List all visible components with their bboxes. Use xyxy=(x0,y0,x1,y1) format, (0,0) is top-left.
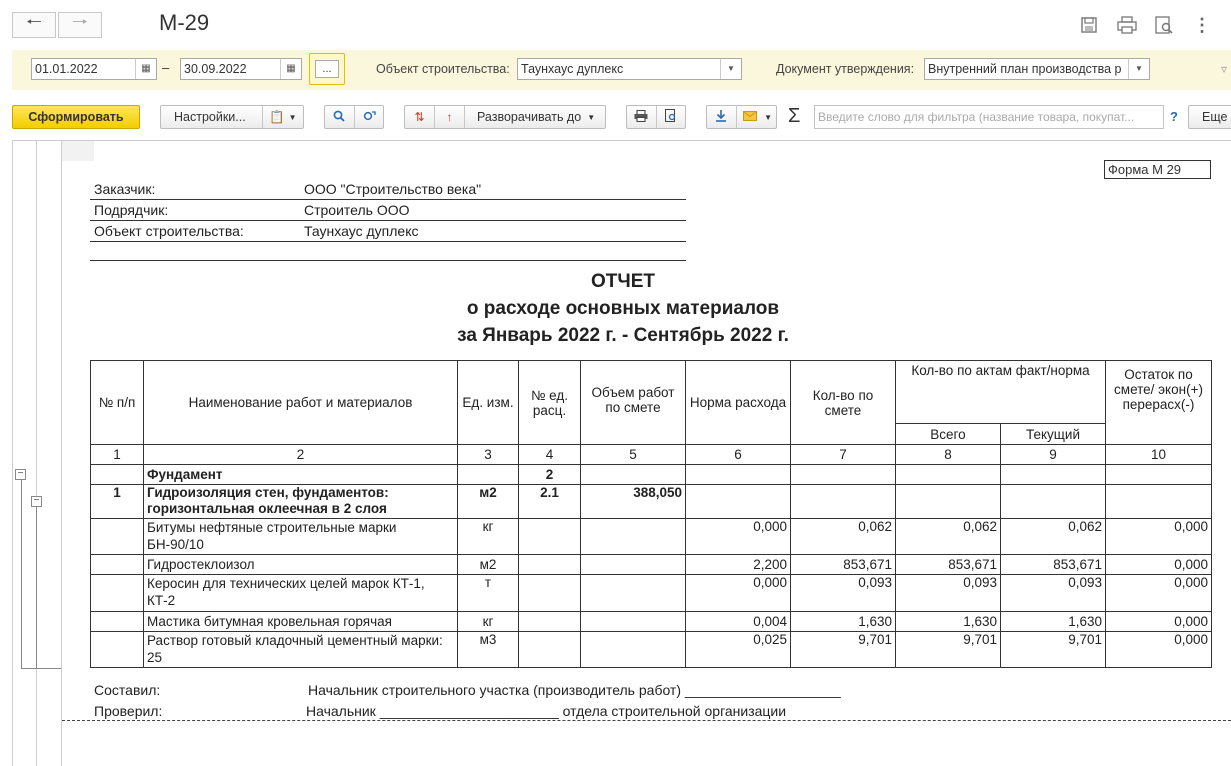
material-unit: кг xyxy=(458,519,519,555)
divider xyxy=(90,220,686,221)
material-rest: 0,000 xyxy=(1106,632,1212,668)
col-number: 6 xyxy=(686,445,791,465)
work-calc: 2.1 xyxy=(519,485,581,519)
more-vertical-icon[interactable]: ⋮ xyxy=(1193,14,1211,35)
report-period: за Январь 2022 г. - Сентябрь 2022 г. xyxy=(457,325,789,346)
header-name: Наименование работ и материалов xyxy=(144,361,458,445)
column-numbers-row xyxy=(91,445,1212,465)
object-label: Объект строительства: xyxy=(376,62,510,76)
variants-icon[interactable]: 📋 xyxy=(269,109,285,124)
group-margin-line xyxy=(36,141,37,766)
header-current: Текущий xyxy=(1001,424,1106,445)
arrow-right-icon: 🠒 xyxy=(72,12,88,32)
header-num: № п/п xyxy=(91,361,144,445)
form-label: Форма М 29 xyxy=(1104,160,1211,179)
report-title: ОТЧЕТ xyxy=(590,271,655,292)
export-group xyxy=(706,105,777,129)
table-row xyxy=(91,555,1212,575)
material-rest: 0,000 xyxy=(1106,612,1212,632)
material-unit: кг xyxy=(458,612,519,632)
work-num: 1 xyxy=(91,485,144,519)
material-name: Гидростеклоизол xyxy=(144,555,458,575)
print-icon[interactable] xyxy=(1116,14,1138,36)
material-norm: 0,025 xyxy=(686,632,791,668)
header-rest: Остаток по смете/ экон(+) перерасх(-) xyxy=(1106,361,1212,445)
col-number: 9 xyxy=(1001,445,1106,465)
material-norm: 0,000 xyxy=(686,575,791,612)
compiled-label: Составил: xyxy=(94,682,161,698)
print-group xyxy=(626,105,686,129)
material-unit: м3 xyxy=(458,632,519,668)
material-current: 1,630 xyxy=(1001,612,1106,632)
object-label: Объект строительства: xyxy=(94,223,244,239)
download-icon[interactable] xyxy=(707,110,736,125)
col-number: 8 xyxy=(896,445,1001,465)
report-subtitle: о расходе основных материалов xyxy=(466,298,780,319)
date-from-field[interactable]: 01.01.2022 ▦ xyxy=(31,58,157,80)
group-margin-line xyxy=(61,141,62,766)
filter-icon[interactable]: ▿ xyxy=(1221,62,1228,76)
chevron-down-icon: ▼ xyxy=(288,112,297,122)
material-unit: т xyxy=(458,575,519,612)
preview-icon[interactable] xyxy=(657,109,686,125)
collapse-group-icon[interactable]: − xyxy=(15,469,26,480)
expand-all-icon[interactable]: ↑ xyxy=(446,110,453,124)
object-select[interactable]: Таунхаус дуплекс ▼ xyxy=(517,58,742,80)
material-name: Раствор готовый кладочный цементный марки: 25 xyxy=(144,632,458,668)
material-norm: 2,200 xyxy=(686,555,791,575)
materials-table xyxy=(90,360,1212,668)
material-current: 0,093 xyxy=(1001,575,1106,612)
table-row xyxy=(91,612,1212,632)
work-row xyxy=(91,485,1212,519)
material-name: Мастика битумная кровельная горячая xyxy=(144,612,458,632)
table-row xyxy=(91,632,1212,668)
material-current: 0,062 xyxy=(1001,519,1106,555)
material-name: Битумы нефтяные строительные марки БН-90/10 xyxy=(144,519,458,555)
header-qty-est: Кол-во по смете xyxy=(791,361,896,445)
sum-icon[interactable]: Σ xyxy=(788,105,801,127)
work-volume: 388,050 xyxy=(581,485,686,519)
contractor-value: Строитель ООО xyxy=(304,202,410,218)
approval-label: Документ утверждения: xyxy=(776,62,915,76)
material-rest: 0,000 xyxy=(1106,519,1212,555)
material-rest: 0,000 xyxy=(1106,575,1212,612)
filter-input[interactable]: Введите слово для фильтра (название товара, покупат... xyxy=(814,105,1164,129)
header-unit: Ед. изм. xyxy=(458,361,519,445)
col-number: 5 xyxy=(581,445,686,465)
material-norm: 0,000 xyxy=(686,519,791,555)
chevron-down-icon: ▼ xyxy=(587,112,596,122)
material-total: 0,062 xyxy=(896,519,1001,555)
work-name: Гидроизоляция стен, фундаментов: горизонтальная оклеечная в 2 слоя xyxy=(144,485,458,519)
forward-button[interactable] xyxy=(58,12,102,38)
material-norm: 0,004 xyxy=(686,612,791,632)
header-total: Всего xyxy=(896,424,1001,445)
print-icon[interactable] xyxy=(627,110,656,125)
mail-icon[interactable] xyxy=(737,110,765,124)
material-unit: м2 xyxy=(458,555,519,575)
group-line xyxy=(36,507,37,669)
divider xyxy=(90,199,686,200)
contractor-label: Подрядчик: xyxy=(94,202,169,218)
search-next-icon[interactable] xyxy=(355,110,384,125)
material-qty: 853,671 xyxy=(791,555,896,575)
chevron-down-icon[interactable]: ▼ xyxy=(720,59,741,79)
section-row xyxy=(91,465,1212,485)
date-to-field[interactable]: 30.09.2022 ▦ xyxy=(180,58,302,80)
material-total: 9,701 xyxy=(896,632,1001,668)
collapse-all-icon[interactable]: ⇅ xyxy=(414,110,425,124)
calendar-icon[interactable]: ▦ xyxy=(135,59,156,79)
chevron-down-icon[interactable]: ▼ xyxy=(1128,59,1149,79)
header-norm: Норма расхода xyxy=(686,361,791,445)
col-number: 2 xyxy=(144,445,458,465)
compiled-text: Начальник строительного участка (производитель работ) ____________________ xyxy=(308,682,841,698)
material-qty: 0,093 xyxy=(791,575,896,612)
col-number: 7 xyxy=(791,445,896,465)
group-line xyxy=(21,480,22,669)
grouping-group xyxy=(404,105,606,129)
material-total: 0,093 xyxy=(896,575,1001,612)
material-total: 853,671 xyxy=(896,555,1001,575)
checked-label: Проверил: xyxy=(94,703,163,719)
header-acts: Кол-во по актам факт/норма xyxy=(896,361,1106,424)
approval-select[interactable]: Внутренний план производства р ▼ xyxy=(924,58,1150,80)
material-qty: 1,630 xyxy=(791,612,896,632)
col-number: 1 xyxy=(91,445,144,465)
col-number: 10 xyxy=(1106,445,1212,465)
save-icon[interactable] xyxy=(1078,14,1100,36)
page-title: М-29 xyxy=(159,10,210,35)
chevron-down-icon: ▼ xyxy=(764,112,772,122)
table-row xyxy=(91,519,1212,555)
material-qty: 9,701 xyxy=(791,632,896,668)
arrow-left-icon: 🠐 xyxy=(26,12,42,32)
header-volume: Объем работ по смете xyxy=(581,361,686,445)
section-calc: 2 xyxy=(519,465,581,485)
material-rest: 0,000 xyxy=(1106,555,1212,575)
collapse-group-icon[interactable]: − xyxy=(31,496,42,507)
work-unit: м2 xyxy=(458,485,519,519)
preview-icon[interactable] xyxy=(1153,14,1175,36)
customer-label: Заказчик: xyxy=(94,181,156,197)
calendar-icon[interactable]: ▦ xyxy=(280,59,301,79)
col-number: 4 xyxy=(519,445,581,465)
help-icon[interactable]: ? xyxy=(1170,109,1178,124)
material-name: Керосин для технических целей марок КТ-1, КТ-2 xyxy=(144,575,458,612)
more-button[interactable]: Еще xyxy=(1188,105,1231,129)
object-value: Таунхаус дуплекс xyxy=(304,223,419,239)
search-icon[interactable] xyxy=(325,110,354,125)
customer-value: ООО "Строительство века" xyxy=(304,181,482,197)
page-break-line xyxy=(62,720,1231,721)
group-line xyxy=(21,668,61,669)
settings-button[interactable]: Настройки... 📋 ▼ xyxy=(160,105,304,129)
material-total: 1,630 xyxy=(896,612,1001,632)
search-group xyxy=(324,105,384,129)
back-button[interactable] xyxy=(12,12,56,38)
divider xyxy=(90,241,686,242)
col-number: 3 xyxy=(458,445,519,465)
date-separator: – xyxy=(162,60,170,75)
section-name: Фундамент xyxy=(144,465,458,485)
table-row xyxy=(91,575,1212,612)
material-qty: 0,062 xyxy=(791,519,896,555)
material-current: 853,671 xyxy=(1001,555,1106,575)
generate-button[interactable]: Сформировать xyxy=(12,105,140,129)
checked-text: Начальник _______________________ отдела строительной организации xyxy=(306,703,787,719)
corner-cell xyxy=(62,141,94,161)
divider xyxy=(90,260,686,261)
period-select-button[interactable]: ... xyxy=(309,53,345,85)
expand-to-button[interactable]: Разворачивать до xyxy=(477,110,582,124)
material-current: 9,701 xyxy=(1001,632,1106,668)
header-calc: № ед. расц. xyxy=(519,361,581,445)
